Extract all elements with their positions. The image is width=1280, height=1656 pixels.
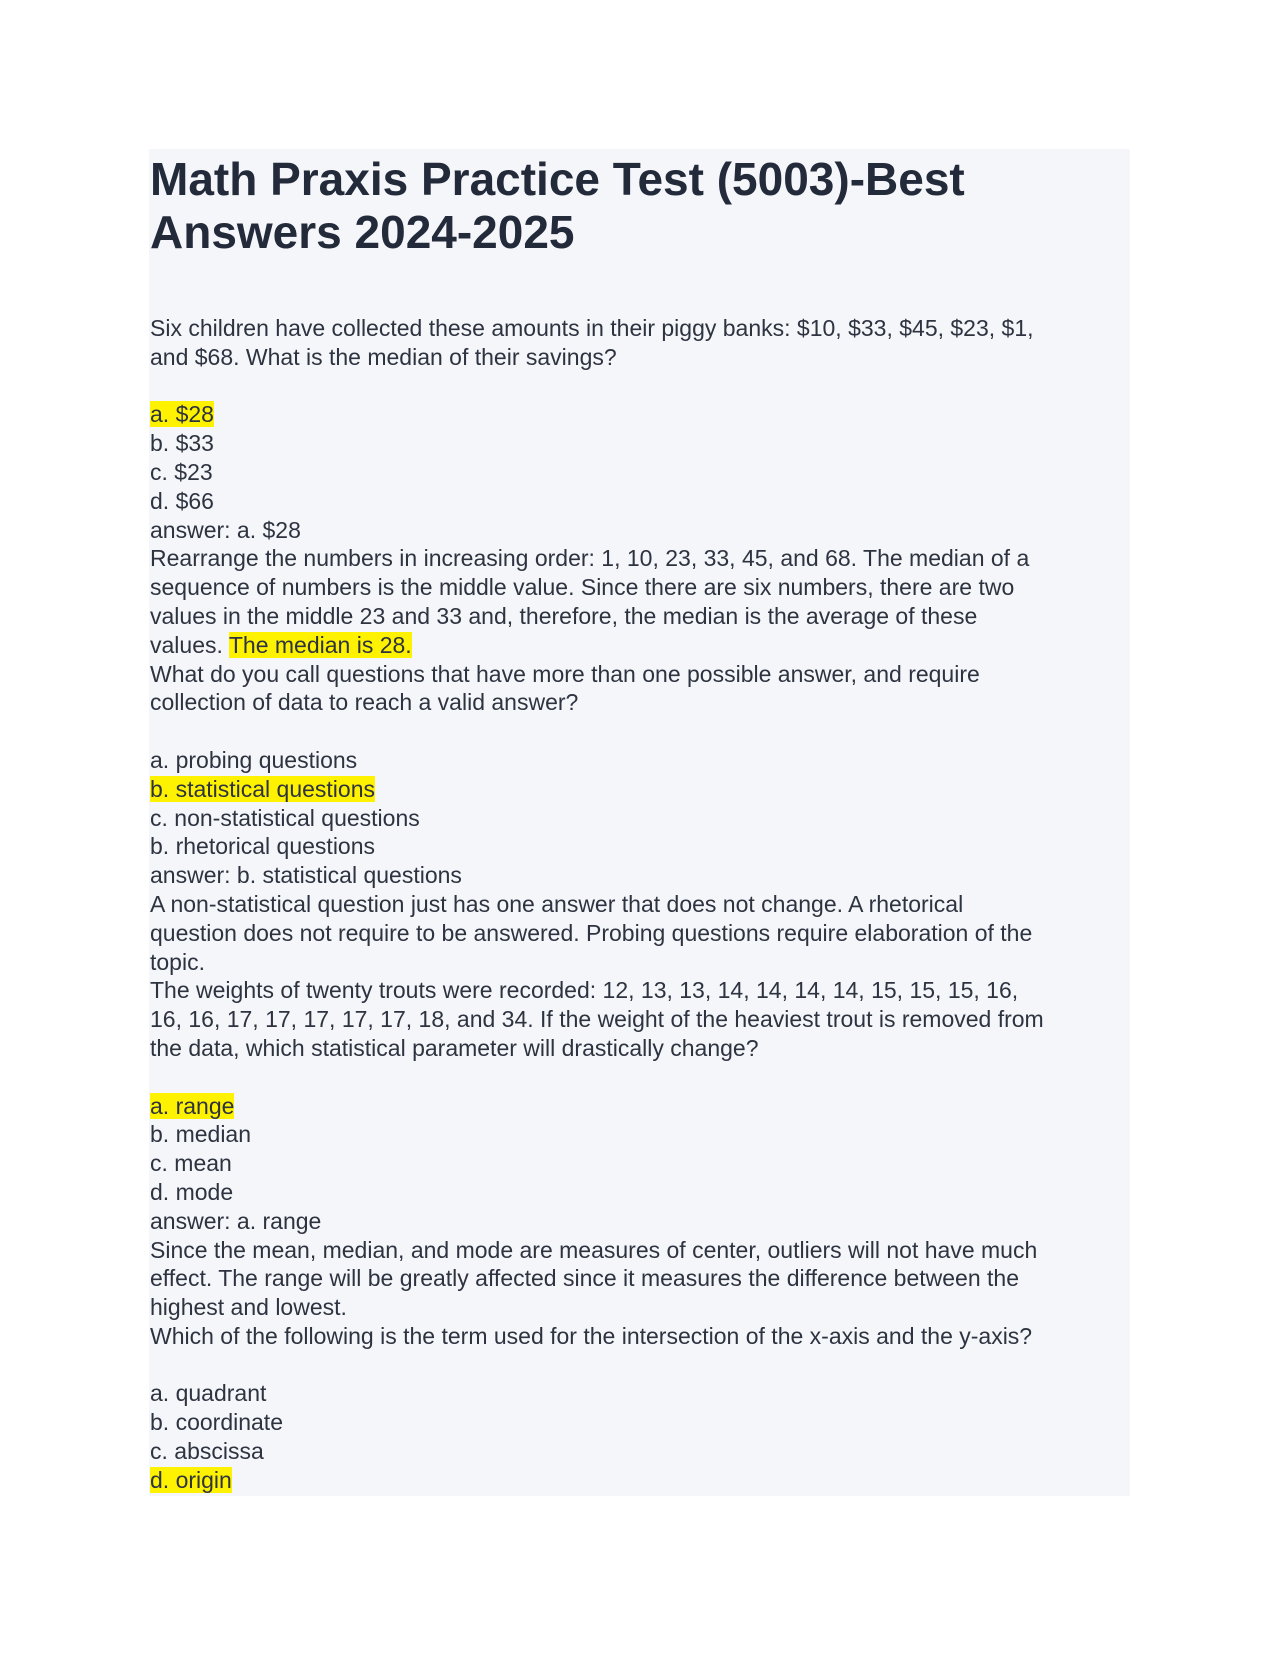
question-block (150, 314, 1140, 660)
explanation-text: Rearrange the numbers in increasing order: 1, 10, 23, 33, 45, and 68. The median of a (150, 545, 1030, 572)
highlighted-option: a. range (150, 1092, 235, 1119)
explanation-text: A non-statistical question just has one answer that does not change. A rhetorical (150, 890, 964, 917)
spacer (150, 372, 1140, 401)
question-text: Which of the following is the term used for the intersection of the x-axis and the y-axis? (150, 1322, 1033, 1349)
option: c. non-statistical questions (150, 804, 420, 831)
highlighted-conclusion: The median is 28. (228, 631, 412, 658)
option: c. $23 (150, 458, 213, 485)
option: c. mean (150, 1150, 232, 1177)
highlighted-option: b. statistical questions (150, 775, 376, 802)
option: d. mode (150, 1178, 234, 1205)
option: b. rhetorical questions (150, 833, 376, 860)
option: b. median (150, 1121, 252, 1148)
document-body (150, 314, 1140, 1495)
answer-line: answer: b. statistical questions (150, 862, 462, 889)
question-text: and $68. What is the median of their savings? (150, 343, 617, 370)
question-block (150, 976, 1140, 1322)
explanation-text: sequence of numbers is the middle value. Since there are six numbers, there are two (150, 574, 1015, 601)
explanation-text (150, 631, 1140, 660)
document-title (150, 153, 1110, 259)
spacer (150, 717, 1140, 746)
explanation-text: highest and lowest. (150, 1294, 347, 1321)
question-text: the data, which statistical parameter will drastically change? (150, 1034, 759, 1061)
question-text: Six children have collected these amounts in their piggy banks: $10, $33, $45, $23, $1, (150, 315, 1034, 341)
option: b. coordinate (150, 1409, 283, 1436)
question-block (150, 660, 1140, 977)
option (150, 775, 1140, 804)
option (150, 1092, 1140, 1121)
option (150, 400, 1140, 429)
explanation-text: values in the middle 23 and 33 and, therefore, the median is the average of these (150, 602, 978, 629)
highlighted-option: d. origin (150, 1466, 232, 1493)
document-page (149, 149, 1130, 1496)
option (150, 1466, 1140, 1495)
answer-line: answer: a. $28 (150, 516, 301, 543)
option: b. $33 (150, 430, 214, 457)
option: d. $66 (150, 487, 214, 514)
question-text: The weights of twenty trouts were recorded: 12, 13, 13, 14, 14, 14, 14, 15, 15, 15, 16, (150, 977, 1019, 1004)
question-text: collection of data to reach a valid answer? (150, 689, 579, 716)
option: c. abscissa (150, 1438, 264, 1465)
highlighted-option: a. $28 (150, 401, 214, 428)
explanation-text: topic. (150, 948, 205, 975)
explanation-text: question does not require to be answered. Probing questions require elaboration of the (150, 919, 1033, 946)
answer-line: answer: a. range (150, 1207, 322, 1234)
explanation-prefix: values. (150, 631, 229, 658)
option: a. probing questions (150, 746, 358, 773)
explanation-text: effect. The range will be greatly affected since it measures the difference between the (150, 1265, 1019, 1292)
title-line: Math Praxis Practice Test (5003)-Best (150, 153, 965, 205)
title-line: Answers 2024-2025 (150, 206, 575, 258)
option: a. quadrant (150, 1380, 267, 1407)
spacer (150, 1351, 1140, 1380)
question-block (150, 1322, 1140, 1495)
spacer (150, 1063, 1140, 1092)
question-text: What do you call questions that have more than one possible answer, and require (150, 660, 980, 687)
explanation-text: Since the mean, median, and mode are measures of center, outliers will not have much (150, 1236, 1038, 1263)
question-text: 16, 16, 17, 17, 17, 17, 17, 18, and 34. If the weight of the heaviest trout is removed from (150, 1006, 1044, 1033)
